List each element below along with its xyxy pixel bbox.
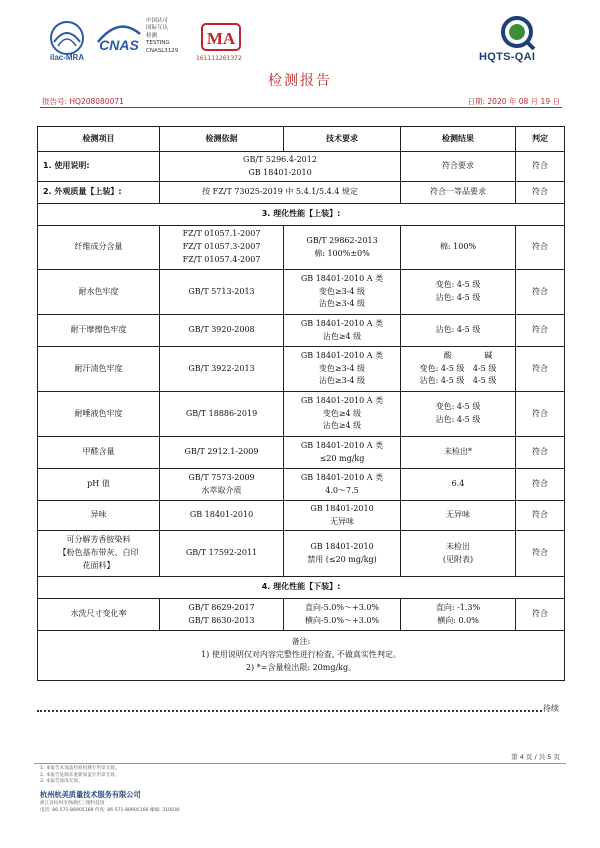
- hqts-globe-logo: [494, 14, 540, 50]
- cnas-text-line: 中国认可: [146, 18, 169, 24]
- basis-cell: GB/T 3922-2013: [160, 347, 284, 392]
- item-cell: 耐水色牢度: [38, 270, 160, 315]
- result-cell: 符合要求: [401, 152, 516, 182]
- table-row: [38, 182, 565, 204]
- address-line: 浙江省杭州市西湖区三墩科技园: [40, 801, 105, 806]
- table-header-row: [38, 127, 565, 152]
- cma-logo: [200, 22, 242, 52]
- ilac-label: ilac-MRA: [49, 53, 85, 62]
- item-cell: 可分解芳香胺染料 【粉色基布带灰、白印 花面料】: [38, 531, 160, 577]
- basis-cell: GB/T 8629-2017 GB/T 8630-2013: [160, 599, 284, 631]
- basis-cell: 按 FZ/T 73025-2019 中 5.4.1/5.4.4 规定: [160, 182, 401, 204]
- column-header: 判定: [516, 127, 565, 152]
- basis-cell: GB/T 2912.1-2009: [160, 437, 284, 469]
- alkali-value: 4-5 级: [472, 363, 497, 373]
- verdict-cell: 符合: [516, 226, 565, 270]
- header-divider: [40, 107, 562, 108]
- page-number: 第 4 页 / 共 5 页: [511, 753, 560, 761]
- test-results-table: [37, 126, 565, 681]
- page-title: 检测报告: [268, 73, 332, 89]
- basis-cell: GB/T 5713-2013: [160, 270, 284, 315]
- acid-label: 酸: [443, 350, 452, 360]
- basis-cell: FZ/T 01057.1-2007 FZ/T 01057.3-2007 FZ/T 01057.4-2007: [160, 226, 284, 270]
- item-cell: 耐汗渍色牢度: [38, 347, 160, 392]
- cnas-accreditation-text: [146, 18, 178, 55]
- result-cell: 棉: 100%: [401, 226, 516, 270]
- requirement-cell: 直向-5.0%～+3.0% 横向-5.0%～+3.0%: [284, 599, 401, 631]
- item-cell: 纤维成分含量: [38, 226, 160, 270]
- table-row: [38, 501, 565, 531]
- company-name: 杭州杭美质量技术服务有限公司: [40, 790, 141, 799]
- requirement-cell: GB 18401-2010 A 类 ≤20 mg/kg: [284, 437, 401, 469]
- section-row: [38, 204, 565, 226]
- acid-value: 变色: 4-5 级: [419, 363, 465, 373]
- footer-notes: [40, 766, 119, 786]
- result-cell: 未检出*: [401, 437, 516, 469]
- ilac-mra-logo: [42, 18, 92, 62]
- note-line: 1) 使用说明仅对内容完整性进行检查, 不做真实性判定。: [201, 650, 401, 660]
- requirement-cell: GB 18401-2010 A 类 变色≥3-4 级 沾色≥3-4 级: [284, 347, 401, 392]
- table-row: [38, 392, 565, 437]
- item-cell: 异味: [38, 501, 160, 531]
- result-line: [403, 363, 513, 376]
- cnas-text-line: 检测: [146, 32, 158, 39]
- verdict-cell: 符合: [516, 392, 565, 437]
- column-header: 检测项目: [38, 127, 160, 152]
- verdict-cell: 符合: [516, 437, 565, 469]
- notes-title: 备注:: [291, 637, 311, 647]
- verdict-cell: 符合: [516, 599, 565, 631]
- notes-row: [38, 631, 565, 681]
- result-cell: 变色: 4-5 级 沾色: 4-5 级: [401, 270, 516, 315]
- verdict-cell: 符合: [516, 531, 565, 577]
- table-row: [38, 270, 565, 315]
- result-cell: 6.4: [401, 469, 516, 501]
- item-cell: pH 值: [38, 469, 160, 501]
- contact-line: 电话: 86-571-88905188 传真: 86-571-88905166 邮编: 310030: [40, 807, 180, 813]
- verdict-cell: 符合: [516, 270, 565, 315]
- verdict-cell: 符合: [516, 315, 565, 347]
- requirement-cell: GB 18401-2010 A 类 4.0～7.5: [284, 469, 401, 501]
- alkali-value: 4-5 级: [472, 376, 497, 386]
- result-cell: 符合一等品要求: [401, 182, 516, 204]
- table-row: [38, 469, 565, 501]
- section-title: 4. 理化性能【下装】:: [38, 577, 565, 599]
- cma-number: 161111261372: [196, 55, 242, 62]
- cnas-text-line: TESTING: [146, 40, 170, 47]
- basis-cell: GB/T 17592-2011: [160, 531, 284, 577]
- section-title: 1. 使用说明:: [38, 152, 160, 182]
- continued-label: 待续: [543, 704, 559, 713]
- table-row: [38, 437, 565, 469]
- result-cell: 无异味: [401, 501, 516, 531]
- item-cell: 甲醛含量: [38, 437, 160, 469]
- requirement-cell: GB 18401-2010 禁用 (≤20 mg/kg): [284, 531, 401, 577]
- result-cell: 沾色: 4-5 级: [401, 315, 516, 347]
- column-header: 技术要求: [284, 127, 401, 152]
- report-date: 日期: 2020 年 08 月 19 日: [467, 97, 560, 106]
- perspiration-result: [403, 350, 513, 388]
- item-cell: 耐干摩擦色牢度: [38, 315, 160, 347]
- requirement-cell: GB 18401-2010 无异味: [284, 501, 401, 531]
- cnas-label: CNAS: [99, 37, 139, 53]
- note-line: 2) *=含量检出限: 20mg/kg。: [245, 662, 357, 672]
- dotted-divider: [37, 710, 542, 712]
- item-cell: 耐唾液色牢度: [38, 392, 160, 437]
- verdict-cell: 符合: [516, 501, 565, 531]
- cma-label: MA: [206, 29, 236, 48]
- cnas-logo: [94, 20, 144, 60]
- basis-cell: GB/T 5296.4-2012 GB 18401-2010: [160, 152, 401, 182]
- result-line: [403, 375, 513, 388]
- footer-note: 1. 本报告未加盖检验检测专用章无效。: [40, 766, 120, 771]
- cnas-text-line: CNASL3129: [146, 47, 179, 54]
- column-header: 检测依据: [160, 127, 284, 152]
- item-cell: 水洗尺寸变化率: [38, 599, 160, 631]
- section-title: 3. 理化性能【上装】:: [38, 204, 565, 226]
- acid-alkali-header: [403, 350, 513, 363]
- requirement-cell: GB 18401-2010 A 类 变色≥3-4 级 沾色≥3-4 级: [284, 270, 401, 315]
- acid-value: 沾色: 4-5 级: [419, 376, 465, 386]
- footer-divider: [34, 763, 566, 764]
- notes-cell: [38, 631, 565, 681]
- basis-cell: GB/T 3920-2008: [160, 315, 284, 347]
- table-row: [38, 347, 565, 392]
- section-title: 2. 外观质量【上装】:: [38, 182, 160, 204]
- footer-note: 2. 本报告复制未重新加盖专用章无效。: [40, 772, 120, 778]
- table-row: [38, 531, 565, 577]
- result-cell: [401, 347, 516, 392]
- verdict-cell: 符合: [516, 469, 565, 501]
- result-cell: 未检出 (见附表): [401, 531, 516, 577]
- column-header: 检测结果: [401, 127, 516, 152]
- table-row: [38, 599, 565, 631]
- table-row: [38, 152, 565, 182]
- alkali-label: 碱: [484, 350, 493, 360]
- verdict-cell: 符合: [516, 182, 565, 204]
- basis-cell: GB/T 7573-2009 水萃取介质: [160, 469, 284, 501]
- footer-note: 3. 本报告涂改无效。: [40, 779, 83, 785]
- section-row: [38, 577, 565, 599]
- cnas-text-line: 国际互认: [146, 25, 169, 32]
- hqts-logo-text: HQTS-QAI: [479, 51, 536, 63]
- report-number: 报告号: HQ208080071: [42, 97, 124, 106]
- verdict-cell: 符合: [516, 347, 565, 392]
- requirement-cell: GB/T 29862-2013 棉: 100%±0%: [284, 226, 401, 270]
- result-cell: 变色: 4-5 级 沾色: 4-5 级: [401, 392, 516, 437]
- verdict-cell: 符合: [516, 152, 565, 182]
- company-address: [40, 801, 180, 814]
- basis-cell: GB 18401-2010: [160, 501, 284, 531]
- basis-cell: GB/T 18886-2019: [160, 392, 284, 437]
- result-cell: 直向: -1.3% 横向: 0.0%: [401, 599, 516, 631]
- requirement-cell: GB 18401-2010 A 类 沾色≥4 级: [284, 315, 401, 347]
- table-row: [38, 226, 565, 270]
- requirement-cell: GB 18401-2010 A 类 变色≥4 级 沾色≥4 级: [284, 392, 401, 437]
- table-row: [38, 315, 565, 347]
